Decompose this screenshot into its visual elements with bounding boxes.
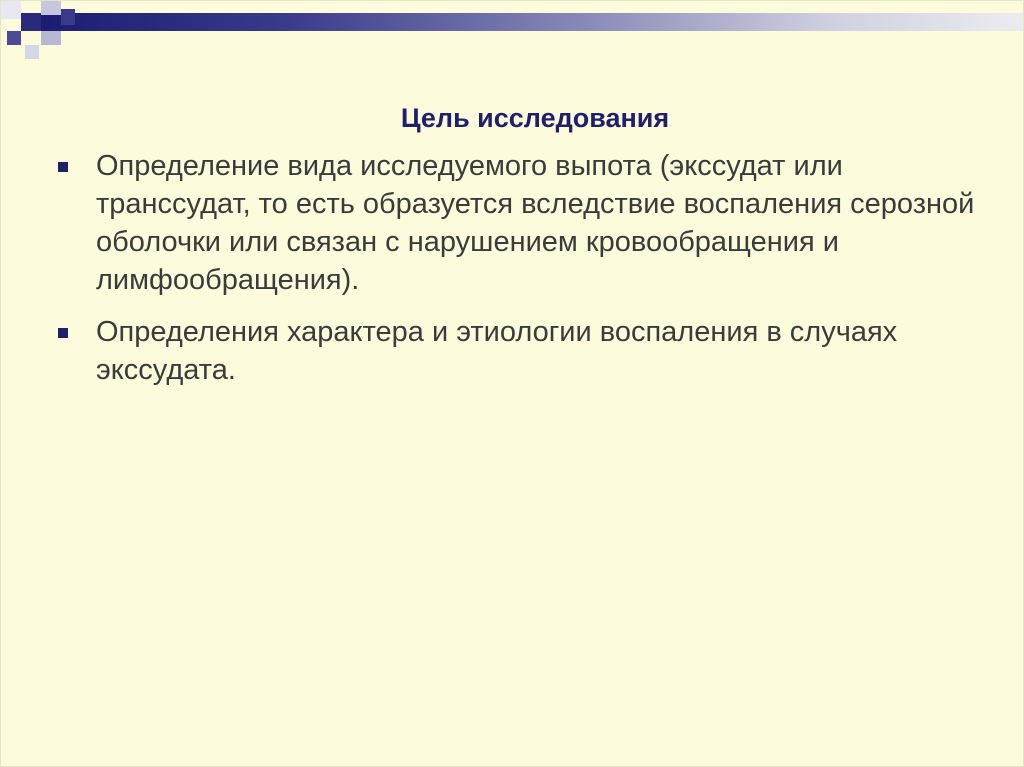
bullet-text: Определение вида исследуемого выпота (экссудат или транссудат, то есть образуется вследствие воспаления серозной оболочки или связан с нарушением кровообращения и лимфообращения). — [96, 150, 975, 296]
deco-square-mid — [41, 31, 61, 45]
deco-square-mid — [41, 1, 61, 15]
square-bullet-icon — [58, 162, 68, 172]
bullet-text: Определения характера и этиологии воспаления в случаях экссудата. — [96, 316, 898, 386]
bullet-item — [56, 147, 976, 299]
title-gradient-bar — [41, 13, 1023, 31]
bullet-list — [56, 147, 976, 403]
slide-heading: Цель исследования — [400, 103, 670, 133]
deco-square-light — [25, 45, 39, 59]
deco-square-light — [1, 1, 21, 19]
corner-squares-decoration — [1, 1, 81, 61]
deco-square-dark — [61, 9, 75, 25]
bullet-item — [56, 313, 976, 389]
square-bullet-icon — [58, 328, 68, 338]
deco-square-dark — [7, 31, 21, 45]
deco-square-dark — [21, 13, 41, 31]
